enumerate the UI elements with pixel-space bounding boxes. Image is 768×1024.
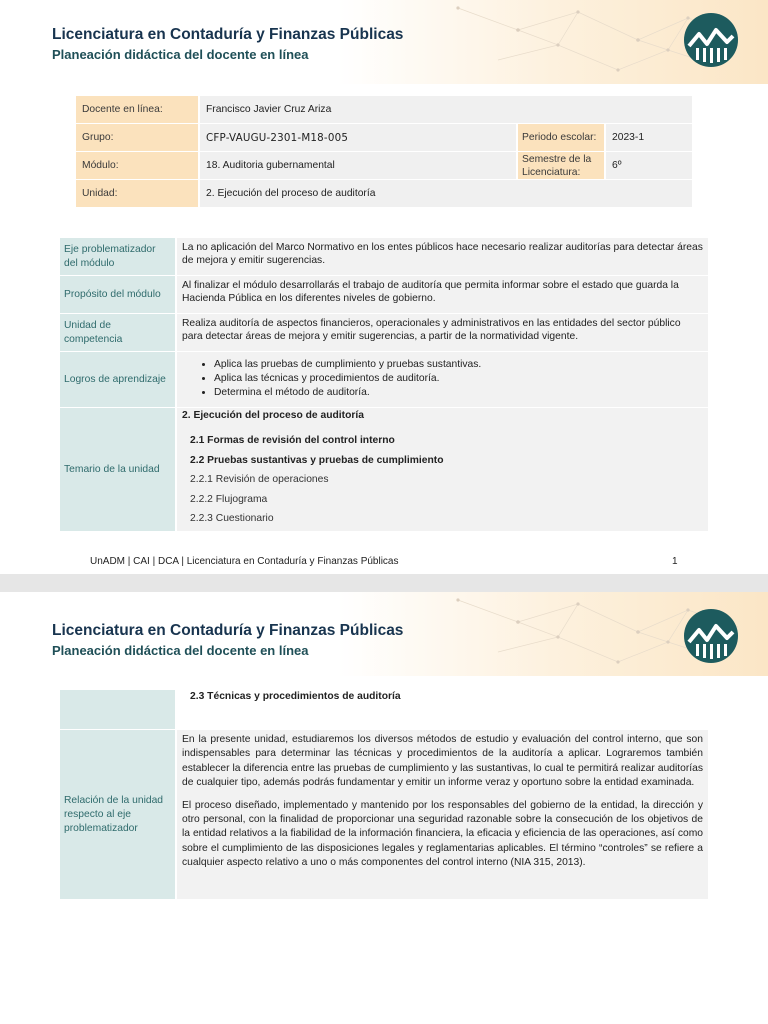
temario-item: 2.2.1 Revisión de operaciones	[190, 474, 329, 485]
row-proposito	[60, 276, 708, 314]
row-value	[175, 408, 708, 531]
info-label: Unidad:	[76, 180, 198, 208]
row-temario-continued	[60, 690, 708, 730]
list-item: • Aplica las técnicas y procedimientos de auditoría.	[214, 372, 703, 386]
info-value: Francisco Javier Cruz Ariza	[198, 96, 692, 124]
document-title: Licenciatura en Contaduría y Finanzas Públicas	[52, 622, 404, 639]
course-info-table	[76, 96, 692, 208]
info-row-grupo	[76, 124, 692, 152]
row-eje-problematizador	[60, 238, 708, 276]
row-label: Temario de la unidad	[60, 408, 175, 531]
page-footer: UnADM | CAI | DCA | Licenciatura en Contaduría y Finanzas Públicas	[90, 556, 399, 567]
document-title: Licenciatura en Contaduría y Finanzas Públicas	[52, 26, 404, 43]
info-row-docente	[76, 96, 692, 124]
row-value: Al finalizar el módulo desarrollarás el trabajo de auditoría que permita informar sobre el estado que guarda la Hacienda Pública en los diferentes niveles de gobierno.	[175, 276, 708, 313]
unadm-logo-icon	[683, 12, 739, 68]
row-label-empty	[60, 690, 175, 729]
temario-item: 2.2.2 Flujograma	[190, 493, 268, 505]
row-value: La no aplicación del Marco Normativo en los entes públicos hace necesario realizar auditorías para detectar áreas de mejora y emitir sugerencias.	[175, 238, 708, 275]
info-value: 2023-1	[604, 124, 692, 152]
page-number: 1	[672, 556, 678, 567]
info-value: CFP-VAUGU-2301-M18-005	[198, 124, 516, 152]
info-value: 18. Auditoria gubernamental	[198, 152, 516, 180]
planning-table	[60, 238, 708, 532]
row-value	[175, 730, 708, 899]
row-value: Realiza auditoría de aspectos financieros, operacionales y administrativos en las entidades del sector público para detectar áreas de mejora y emitir sugerencias, a partir de la normatividad vigente.	[175, 314, 708, 351]
document-subtitle: Planeación didáctica del docente en línea	[52, 643, 309, 658]
info-label: Grupo:	[76, 124, 198, 152]
relacion-paragraph: En la presente unidad, estudiaremos los diversos métodos de estudio y evaluación del control interno, que son indispensables para determinar las técnicas y procedimientos de la auditoría a aplicar. Lograremos también establecer la diferencia entre las pruebas de cumplimiento y las sustantivas, lo cual te permitirá realizar auditorías de cualquier tipo, además podrás fundamentar y emitir un informe veraz y oportuno sobre la entidad examinada.	[182, 734, 703, 789]
temario-item: 2. Ejecución del proceso de auditoría	[182, 410, 364, 421]
row-label: Eje problematizador del módulo	[60, 238, 175, 275]
document-page-2	[0, 592, 768, 1024]
document-subtitle: Planeación didáctica del docente en línea	[52, 47, 309, 62]
info-label: Módulo:	[76, 152, 198, 180]
row-label: Unidad de competencia	[60, 314, 175, 351]
temario-item: 2.3 Técnicas y procedimientos de auditoría	[190, 691, 401, 702]
info-row-unidad	[76, 180, 692, 208]
info-label: Docente en línea:	[76, 96, 198, 124]
list-item: • Determina el método de auditoría.	[214, 386, 703, 400]
info-label: Periodo escolar:	[516, 124, 604, 152]
temario-item: 2.2.3 Cuestionario	[190, 513, 274, 524]
relacion-paragraph: El proceso diseñado, implementado y mantenido por los responsables del gobierno de la entidad, la dirección y otro personal, con la finalidad de proporcionar una seguridad razonable sobre la consecución de los objetivos de la entidad relativos a la fiabilidad de la información financiera, la eficacia y eficiencia de las operaciones, así como sobre el cumplimiento de las disposiciones legales y reglamentarias aplicables. El término “controles” se refiere a cualquier aspecto relativo a uno o más componentes del control interno (NIA 315, 2013).	[182, 799, 703, 869]
row-relacion	[60, 730, 708, 900]
row-value	[175, 352, 708, 407]
row-logros	[60, 352, 708, 408]
row-label: Logros de aprendizaje	[60, 352, 175, 407]
info-value: 6º	[604, 152, 692, 180]
temario-item: 2.2 Pruebas sustantivas y pruebas de cumplimiento	[190, 454, 444, 466]
row-unidad-competencia	[60, 314, 708, 352]
info-value: 2. Ejecución del proceso de auditoría	[198, 180, 692, 208]
logros-list	[214, 358, 703, 400]
info-label: Semestre de la Licenciatura:	[516, 152, 604, 180]
row-value	[175, 690, 708, 729]
row-label: Relación de la unidad respecto al eje problematizador	[60, 730, 175, 899]
row-label: Propósito del módulo	[60, 276, 175, 313]
list-item: • Aplica las pruebas de cumplimiento y pruebas sustantivas.	[214, 358, 703, 372]
row-temario	[60, 408, 708, 532]
temario-item: 2.1 Formas de revisión del control interno	[190, 435, 395, 446]
info-row-modulo	[76, 152, 692, 180]
unadm-logo-icon	[683, 608, 739, 664]
planning-table-continued	[60, 690, 708, 900]
